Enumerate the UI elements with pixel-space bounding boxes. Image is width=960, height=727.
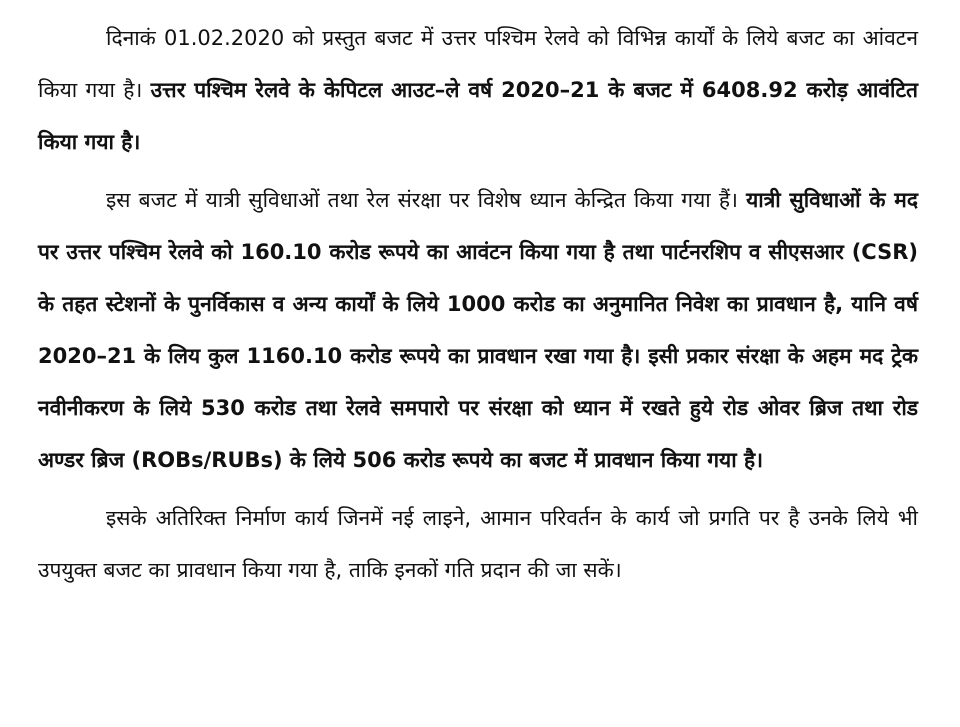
paragraph-budget-allocation — [38, 12, 918, 168]
paragraph-text: इस बजट में यात्री सुविधाओं तथा रेल संरक्षा पर विशेष ध्यान केन्द्रित किया गया हैं। — [106, 188, 747, 212]
paragraph-bold-text: यात्री सुविधाओं के मद पर उत्तर पश्चिम रेलवे को 160.10 करोड रूपये का आवंटन किया गया है तथा पार्टनरशिप व सीएसआर (CSR) के तहत स्टेशनों के पुनर्विकास व अन्य कार्यों के लिये 1000 करोड का अनुमानित निवेश का प्रावधान है, यानि वर्ष 2020–21 के लिय कुल 1160.10 करोड रूपये का प्रावधान रखा गया है। इसी प्रकार संरक्षा के अहम मद ट्रेक नवीनीकरण के लिये 530 करोड तथा रेलवे समपारो पर संरक्षा को ध्यान में रखते हुये रोड ओवर ब्रिज तथा रोड अण्डर ब्रिज (ROBs/RUBs) के लिये 506 करोड रूपये का बजट में प्रावधान किया गया है। — [38, 188, 918, 472]
paragraph-text: इसके अतिरिक्त निर्माण कार्य जिनमें नई लाइने, आमान परिवर्तन के कार्य जो प्रगति पर है उनके लिये भी उपयुक्त बजट का प्रावधान किया गया है, ताकि इनकों गति प्रदान की जा सकें। — [38, 506, 918, 582]
paragraph-bold-text: उत्तर पश्चिम रेलवे के केपिटल आउट–ले वर्ष 2020–21 के बजट में 6408.92 करोड़ आवंटित किया गया है। — [38, 78, 918, 154]
paragraph-text: दिनाकं 01.02.2020 को प्रस्तुत बजट में उत्तर पश्चिम रेलवे को विभिन्न कार्यों के लिये बजट का आंवटन किया गया है। — [38, 26, 918, 102]
paragraph-construction-works — [38, 492, 918, 596]
paragraph-passenger-safety — [38, 174, 918, 486]
